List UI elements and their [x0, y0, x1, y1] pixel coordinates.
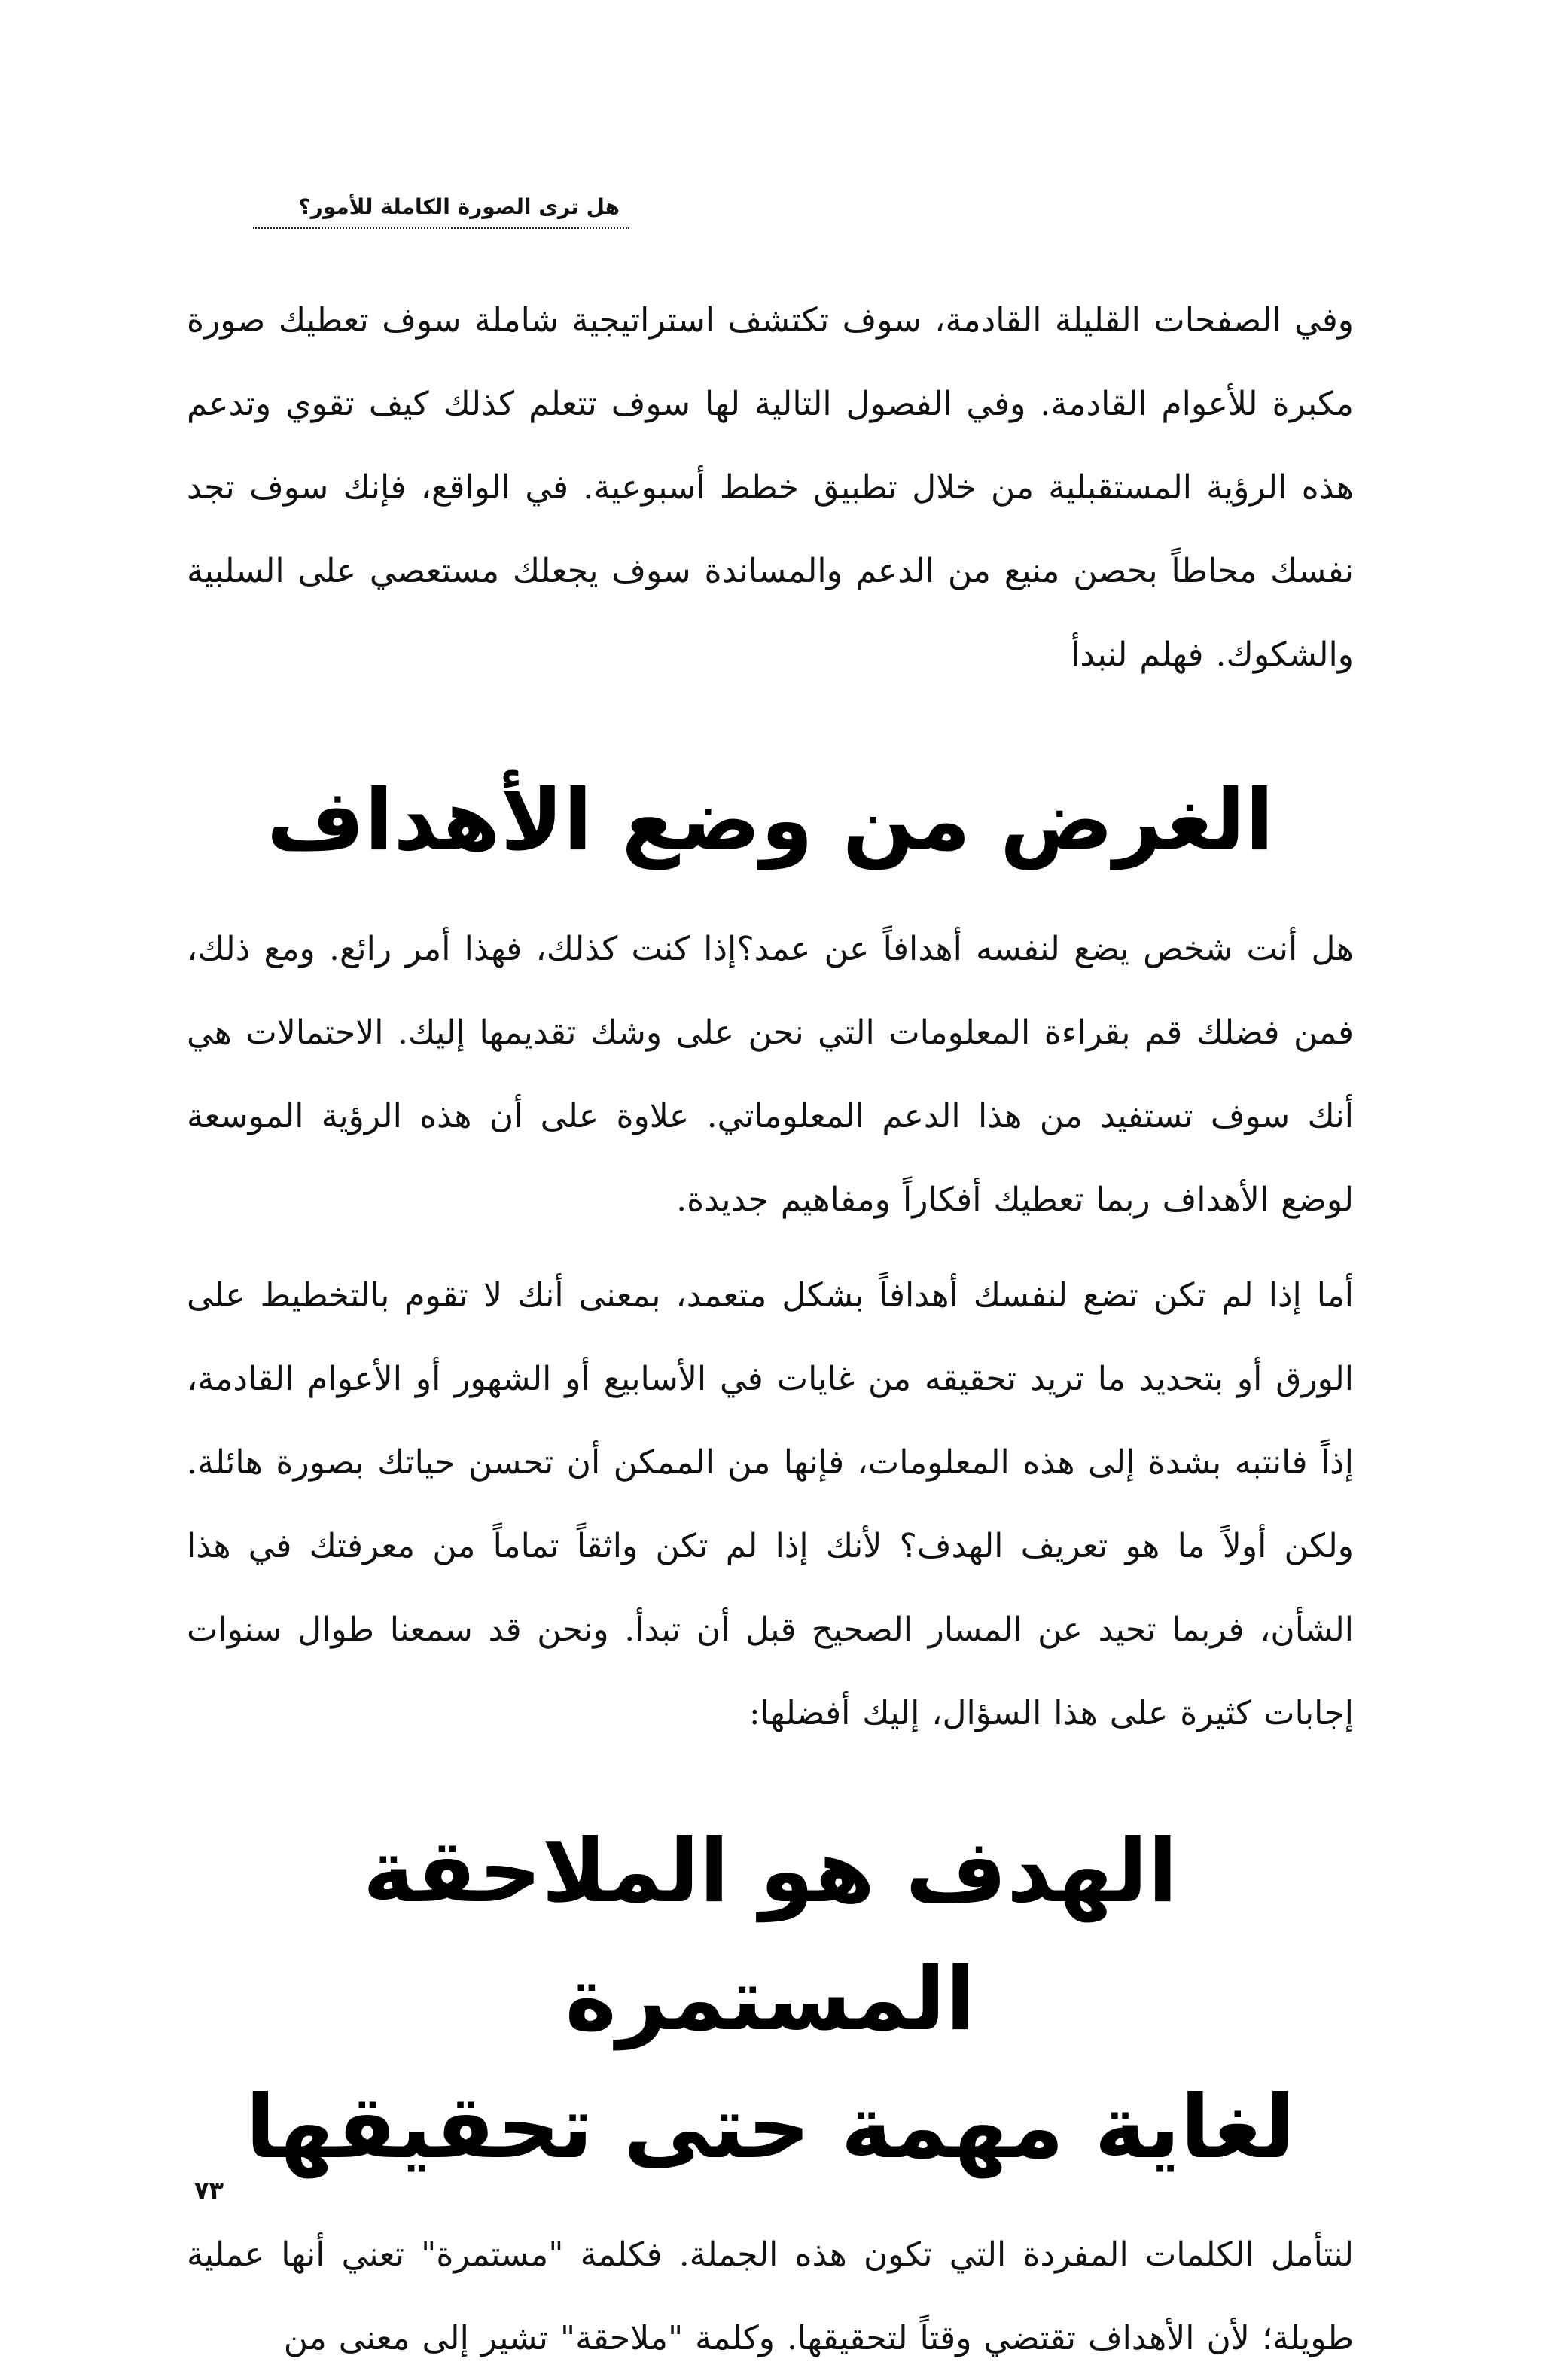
running-title: هل ترى الصورة الكاملة للأمور؟	[298, 194, 620, 219]
page-number: ٧٣	[194, 2176, 224, 2205]
running-header	[0, 194, 1542, 224]
page-content	[187, 279, 1354, 2380]
section-heading-purpose: الغرض من وضع الأهداف	[266, 772, 1275, 870]
header-divider	[253, 227, 629, 229]
purpose-paragraph-1: هل أنت شخص يضع لنفسه أهدافاً عن عمد؟إذا كنت كذلك، فهذا أمر رائع. ومع ذلك، فمن فضلك قم بقراءة المعلومات التي نحن على وشك تقديمها إليك. الاحتمالات هي أنك سوف تستفيد من هذا الدعم المعلوماتي. علاوة على أن هذه الرؤية الموسعة لوضع الأهداف ربما تعطيك أفكاراً ومفاهيم جديدة.	[187, 930, 1354, 1219]
purpose-paragraph-2: أما إذا لم تكن تضع لنفسك أهدافاً بشكل متعمد، بمعنى أنك لا تقوم بالتخطيط على الورق أو بتحديد ما تريد تحقيقه من غايات في الأسابيع أو الشهور أو الأعوام القادمة، إذاً فانتبه بشدة إلى هذه المعلومات، فإنها من الممكن أن تحسن حياتك بصورة هائلة. ولكن أولاً ما هو تعريف الهدف؟ لأنك إذا لم تكن واثقاً تماماً من معرفتك في هذا الشأن، فربما تحيد عن المسار الصحيح قبل أن تبدأ. ونحن قد سمعنا طوال سنوات إجابات كثيرة على هذا السؤال، إليك أفضلها:	[187, 1276, 1354, 1732]
closing-paragraph: لنتأمل الكلمات المفردة التي تكون هذه الجملة. فكلمة "مستمرة" تعني أنها عملية طويلة؛ لأن الأهداف تقتضي وقتاً لتحقيقها. وكلمة "ملاحقة" تشير إلى معنى من	[187, 2235, 1354, 2357]
intro-paragraph: وفي الصفحات القليلة القادمة، سوف تكتشف استراتيجية شاملة سوف تعطيك صورة مكبرة للأعوام القادمة. وفي الفصول التالية لها سوف تتعلم كذلك كيف تقوي وتدعم هذه الرؤية المستقبلية من خلال تطبيق خطط أسبوعية. في الواقع، فإنك سوف تجد نفسك محاطاً بحصن منيع من الدعم والمساندة سوف يجعلك مستعصي على السلبية والشكوك. فهلم لنبدأ	[187, 301, 1354, 674]
goal-heading-line-2: لغاية مهمة حتى تحقيقها	[245, 2077, 1296, 2178]
goal-definition-heading	[187, 1808, 1354, 2192]
goal-heading-line-1: الهدف هو الملاحقة المستمرة	[362, 1821, 1178, 2050]
